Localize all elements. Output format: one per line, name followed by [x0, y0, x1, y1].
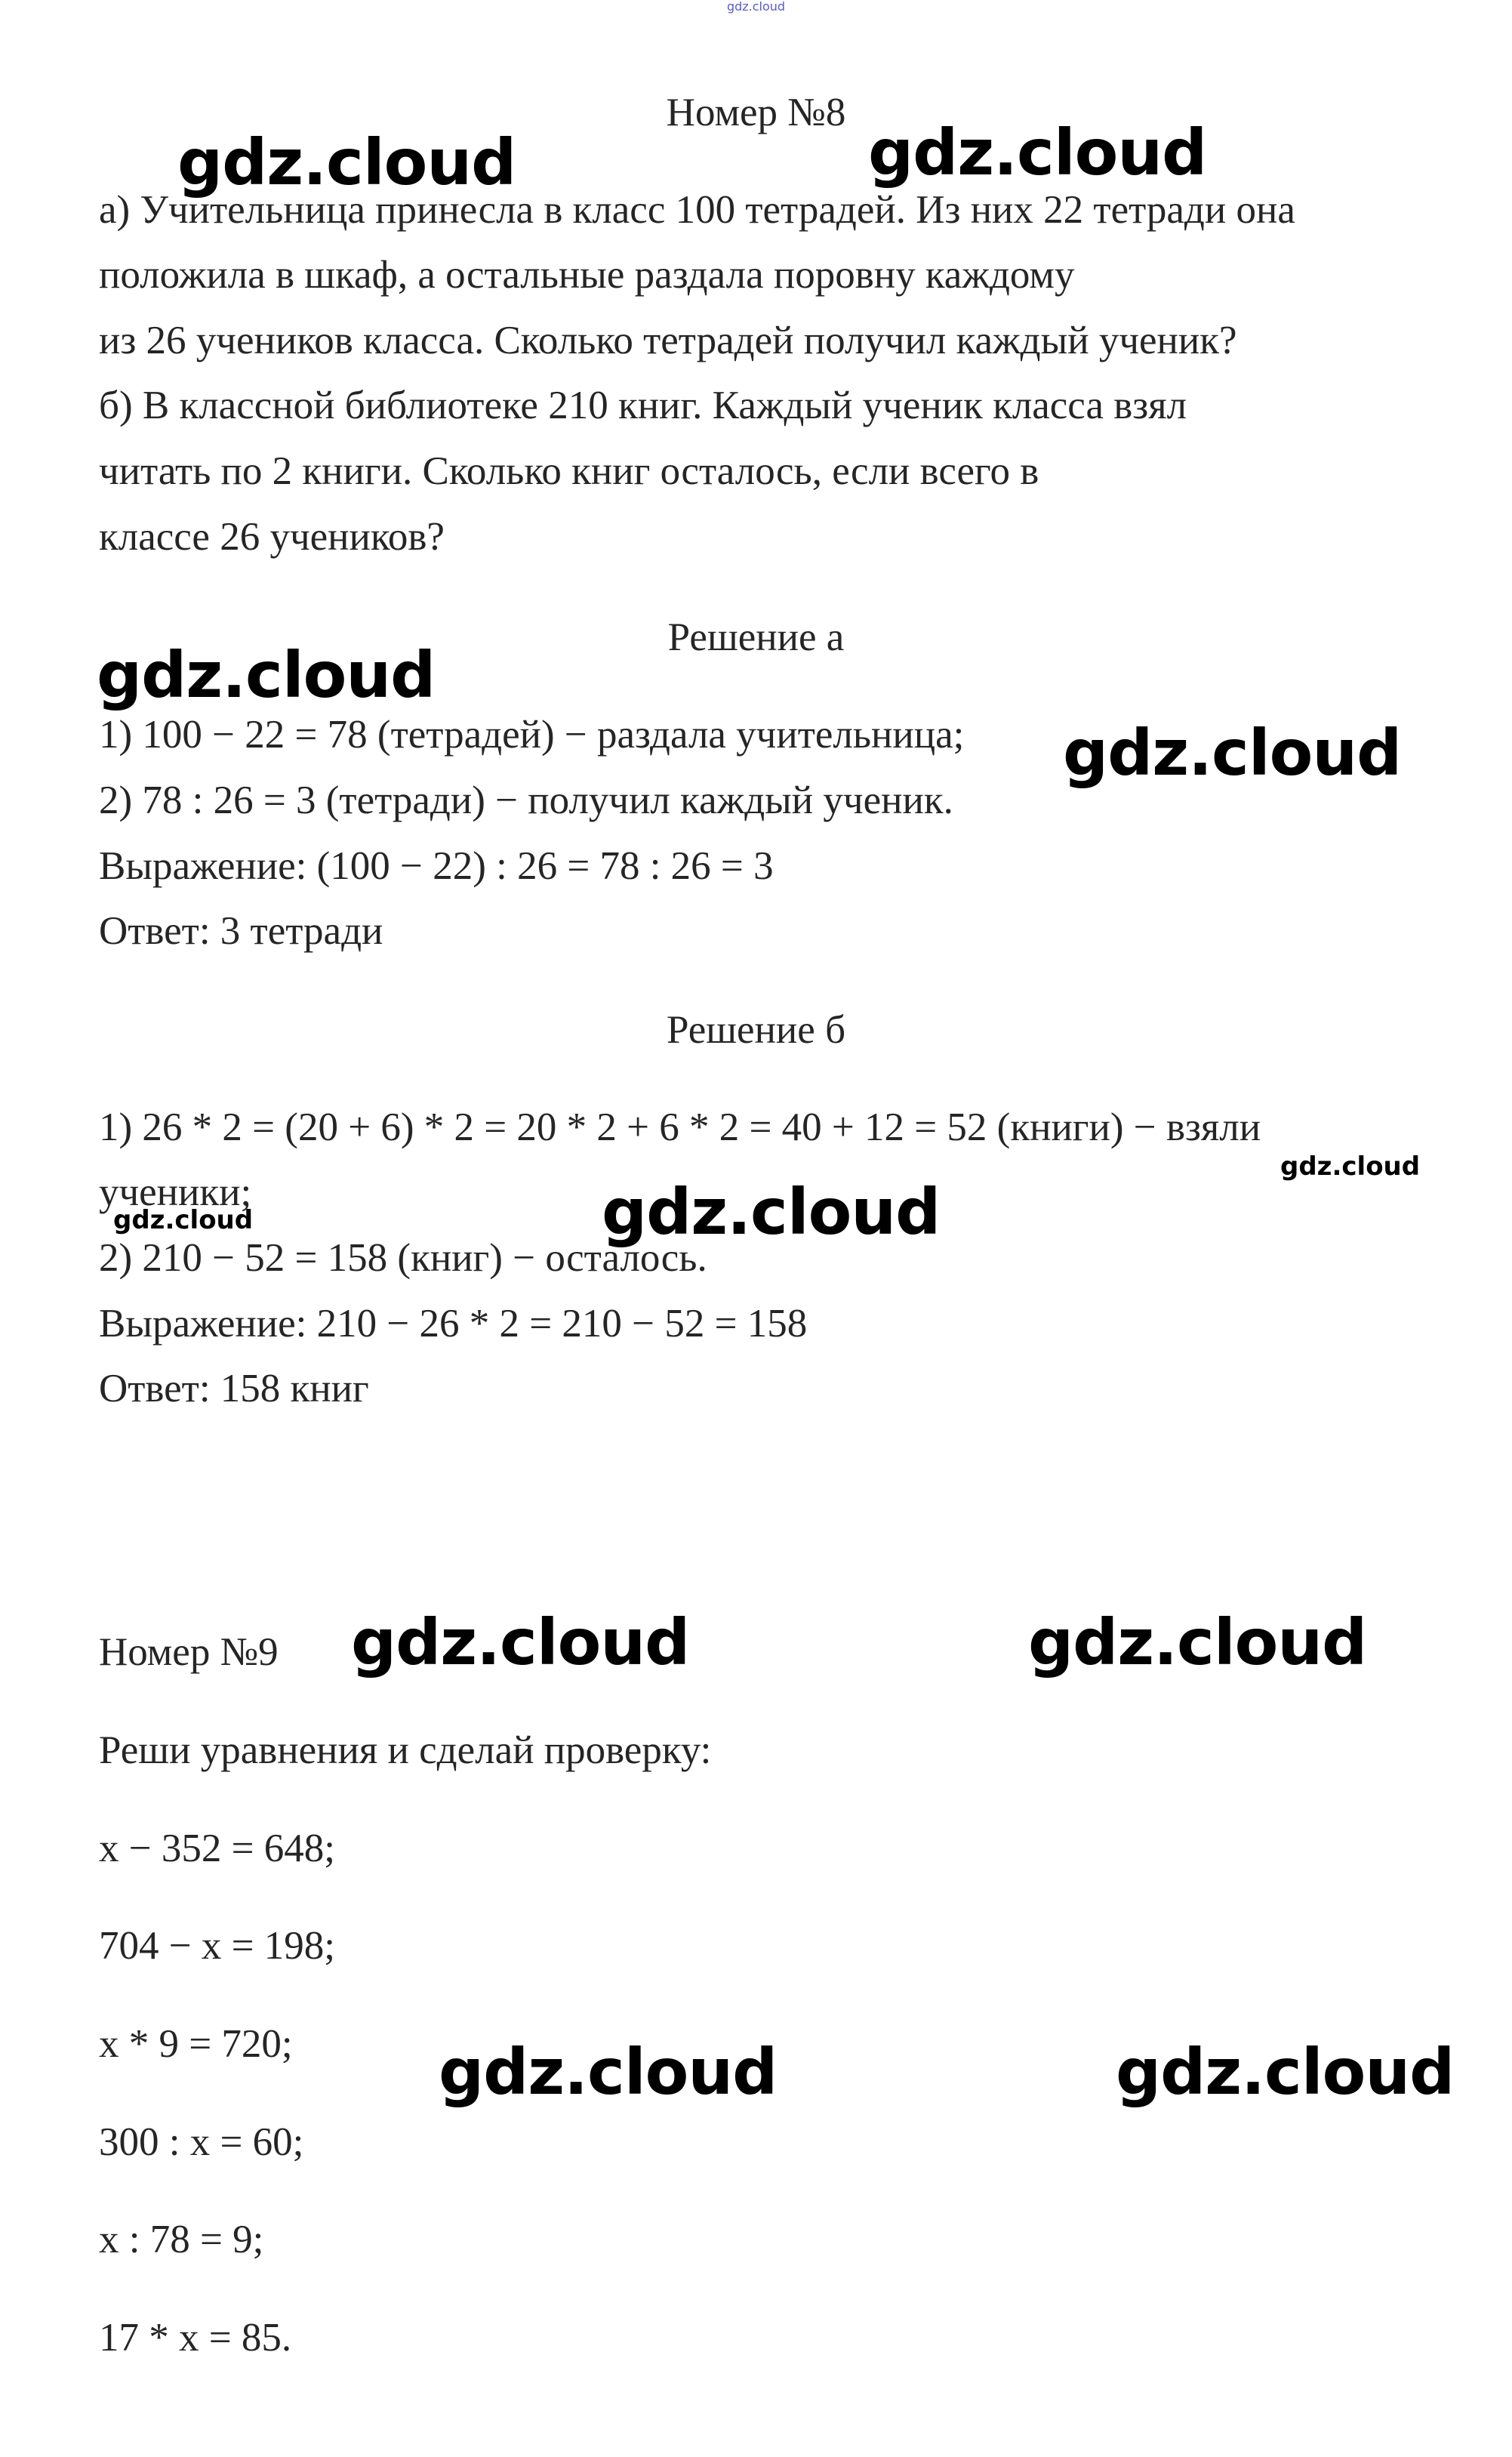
watermark-logo: gdz.cloud: [97, 638, 436, 712]
solution-a-line: Выражение: (100 − 22) : 26 = 78 : 26 = 3: [99, 844, 774, 888]
equation: 300 : x = 60;: [99, 2120, 304, 2164]
watermark-logo: gdz.cloud: [1028, 1605, 1367, 1679]
watermark-logo: gdz.cloud: [1063, 716, 1402, 790]
watermark-logo: gdz.cloud: [1116, 2035, 1455, 2109]
task8-text-line: а) Учительница принесла в класс 100 тетрадей. Из них 22 тетради она: [99, 188, 1295, 232]
equation: x * 9 = 720;: [99, 2022, 293, 2066]
watermark-logo: gdz.cloud: [868, 116, 1207, 190]
solution-b-title: Решение б: [666, 1008, 846, 1052]
watermark-logo: gdz.cloud: [351, 1605, 690, 1679]
watermark-logo-small: gdz.cloud: [1280, 1151, 1421, 1182]
task8-text-line: положила в шкаф, а остальные раздала поровну каждому: [99, 253, 1075, 297]
solution-a-line: 2) 78 : 26 = 3 (тетради) − получил каждый ученик.: [99, 778, 953, 822]
task8-title: Номер №8: [666, 91, 846, 134]
task8-text-line: из 26 учеников класса. Сколько тетрадей получил каждый ученик?: [99, 319, 1237, 362]
solution-b-line: ученики;: [99, 1170, 252, 1214]
watermark-top: gdz.cloud: [726, 0, 786, 14]
solution-a-answer: Ответ: 3 тетради: [99, 909, 383, 953]
solution-a-line: 1) 100 − 22 = 78 (тетрадей) − раздала учительница;: [99, 713, 965, 757]
equation: x − 352 = 648;: [99, 1827, 336, 1870]
equation: 704 − x = 198;: [99, 1924, 336, 1968]
solution-a-title: Решение а: [667, 615, 845, 659]
watermark-logo: gdz.cloud: [439, 2035, 778, 2109]
watermark-logo: gdz.cloud: [602, 1175, 941, 1249]
task9-title: Номер №9: [99, 1630, 279, 1674]
task8-text-line: читать по 2 книги. Сколько книг осталось, если всего в: [99, 449, 1039, 493]
task8-text-line: классе 26 учеников?: [99, 515, 445, 559]
task8-text-line: б) В классной библиотеке 210 книг. Каждый ученик класса взял: [99, 384, 1187, 427]
task9-instruction: Реши уравнения и сделай проверку:: [99, 1728, 712, 1772]
solution-b-answer: Ответ: 158 книг: [99, 1367, 369, 1410]
watermark-logo: gdz.cloud: [177, 125, 516, 199]
solution-b-line: Выражение: 210 − 26 * 2 = 210 − 52 = 158: [99, 1302, 808, 1346]
watermark-logo-small: gdz.cloud: [113, 1205, 254, 1235]
equation: 17 * x = 85.: [99, 2316, 292, 2360]
solution-b-line: 2) 210 − 52 = 158 (книг) − осталось.: [99, 1236, 707, 1280]
equation: x : 78 = 9;: [99, 2218, 264, 2261]
solution-b-line: 1) 26 * 2 = (20 + 6) * 2 = 20 * 2 + 6 * 2 = 40 + 12 = 52 (книги) − взяли: [99, 1105, 1261, 1149]
